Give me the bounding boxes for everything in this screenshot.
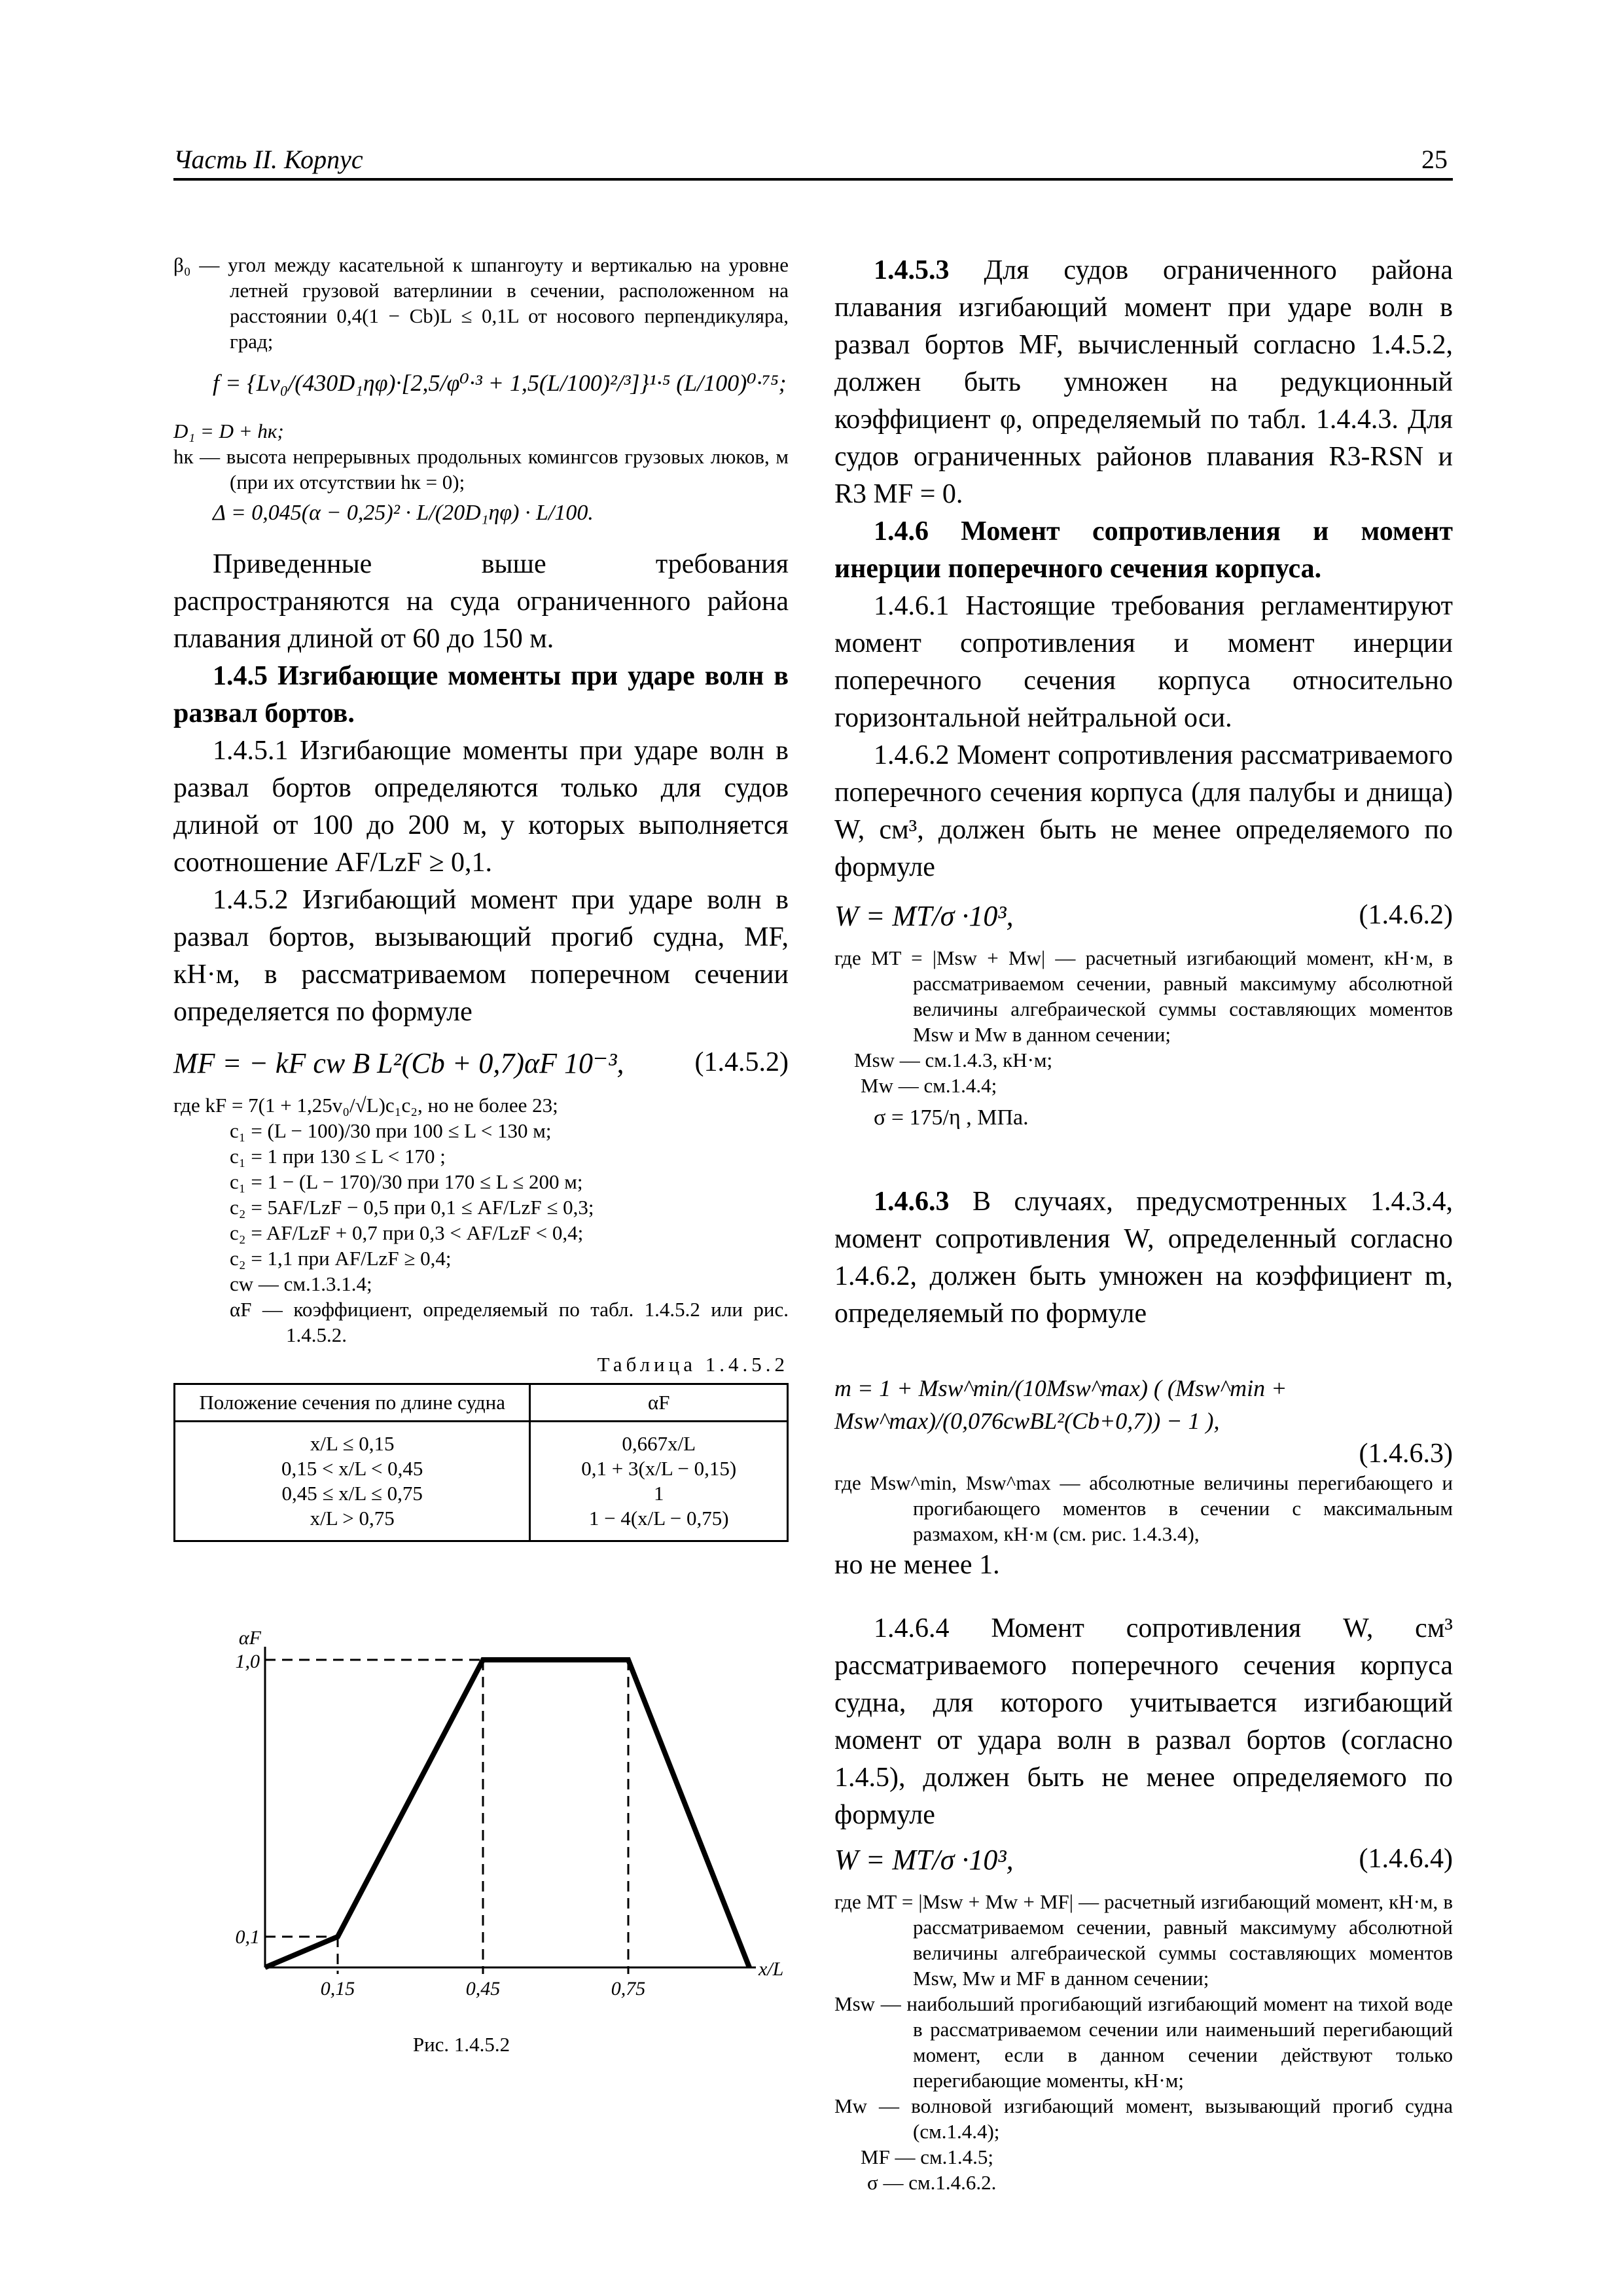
table-header-row: [175, 1384, 788, 1422]
definition-line: Msw — наибольший прогибающий изгибающий момент на тихой воде в рассматриваемом сечении или наименьший перегибающий момент, если в данном сечении действуют только перегибающие моменты, кН·м;: [834, 1992, 1453, 2092]
definition-line: где MT = |Msw + Mw + MF| — расчетный изгибающий момент, кН·м, в рассматриваемом сечении, равный максимуму абсолютной величины алгебраической суммы составляющих моментов Msw, Mw и MF в данном сечении;: [834, 1890, 1453, 1990]
header-rule: [173, 178, 1453, 181]
formula-number: (1.4.6.3): [1359, 1439, 1453, 1469]
right-column: [834, 252, 1453, 2195]
definition-line: где MT = |Msw + Mw| — расчетный изгибающий момент, кН·м, в рассматриваемом сечении, равный максимуму абсолютной величины алгебраической суммы составляющих моментов Msw и Mw в данном сечении;: [834, 946, 1453, 1046]
definition-line: αF — коэффициент, определяемый по табл. 1.4.5.2 или рис. 1.4.5.2.: [230, 1298, 789, 1346]
alpha-f-chart: [173, 1621, 789, 2053]
table-row: [175, 1422, 788, 1541]
section-1-4-6-1: 1.4.6.1 Настоящие требования регламентируют момент сопротивления и момент инерции поперечного сечения корпуса относительно горизонтальной нейтральной оси.: [834, 591, 1453, 733]
section-1-4-6: 1.4.6 Момент сопротивления и момент инерции поперечного сечения корпуса.: [834, 516, 1453, 584]
definition-line: c₁ = 1 при 130 ≤ L < 170 ;: [230, 1145, 446, 1168]
definition-line: c₂ = 1,1 при AF/LzF ≥ 0,4;: [230, 1247, 452, 1270]
definition-line: MF — см.1.4.5;: [861, 2145, 994, 2168]
d1-definition: D₁ = D + hк;: [173, 420, 284, 442]
y-tick-label: 1,0: [235, 1651, 260, 1672]
definition-line: c₁ = (L − 100)/30 при 100 ≤ L < 130 м;: [230, 1119, 552, 1142]
kf-definitions: [173, 1092, 789, 1348]
y-axis-label: αF: [238, 1627, 261, 1649]
definition-line: где kF = 7(1 + 1,25v₀/√L)c₁c₂, но не более 23;: [173, 1094, 558, 1117]
table-header: Положение сечения по длине судна: [175, 1384, 530, 1422]
beta-definition: β₀ — угол между касательной к шпангоуту и вертикалью на уровне летней грузовой ватерлинии в сечении, расположенном на расстоянии 0,4(1 − Cb)L ≤ 0,1L от носового перпендикуляра, град;: [173, 253, 789, 353]
section-1-4-5: 1.4.5 Изгибающие моменты при ударе волн в развал бортов.: [173, 661, 789, 728]
sigma-formula: σ = 175/η , МПа.: [874, 1105, 1029, 1130]
definition-line: Mw — волновой изгибающий момент, вызывающий прогиб судна (см.1.4.4);: [834, 2094, 1453, 2143]
not-less-text: но не менее 1.: [834, 1550, 1000, 1580]
x-axis-label: x/L: [758, 1958, 784, 1980]
left-column: [173, 252, 789, 2056]
alpha-f-table: [173, 1383, 789, 1542]
running-header-title: Часть II. Корпус: [173, 145, 363, 174]
definition-line: c₂ = 5AF/LzF − 0,5 при 0,1 ≤ AF/LzF ≤ 0,3;: [230, 1196, 594, 1219]
formula-1-4-6-2: W = MT/σ ·10³, (1.4.6.2): [834, 900, 1453, 932]
formula-1-4-6-3: m = 1 + Msw^min/(10Msw^max) ( (Msw^min + Msw^max)/(0,076cwBL²(Cb+0,7)) − 1 ),: [834, 1375, 1287, 1434]
f-formula: f = {Lv₀/(430D₁ηφ)·[2,5/φ⁰·³ + 1,5(L/100)²/³]}¹·⁵ (L/100)⁰·⁷⁵;: [213, 370, 787, 396]
table-header: αF: [530, 1384, 788, 1422]
section-1-4-6-2: 1.4.6.2 Момент сопротивления рассматриваемого поперечного сечения корпуса (для палубы и днища) W, см³, должен быть не менее определяемого по формуле: [834, 740, 1453, 882]
hk-definition: hк — высота непрерывных продольных комингсов грузовых люков, м (при их отсутствии hк = 0);: [173, 445, 789, 493]
alpha-f-series-line: [265, 1660, 749, 1967]
page-number: 25: [1421, 145, 1448, 174]
table-caption: Таблица 1.4.5.2: [597, 1353, 789, 1376]
table-cell: 0,667x/L 0,1 + 3(x/L − 0,15) 1 1 − 4(x/L − 0,75): [530, 1422, 788, 1541]
paragraph-applicability: Приведенные выше требования распространяются на суда ограниченного района плавания длиной от 60 до 150 м.: [173, 549, 789, 654]
table-cell: x/L ≤ 0,15 0,15 < x/L < 0,45 0,45 ≤ x/L ≤ 0,75 x/L > 0,75: [175, 1422, 530, 1541]
x-tick-label: 0,45: [465, 1978, 501, 2000]
definition-line: c₁ = 1 − (L − 170)/30 при 170 ≤ L ≤ 200 м;: [230, 1170, 583, 1193]
section-1-4-5-1: 1.4.5.1 Изгибающие моменты при ударе волн в развал бортов определяются только для судов длиной от 100 до 200 м, у которых выполняется соотношение AF/LzF ≥ 0,1.: [173, 736, 789, 878]
formula-number: (1.4.5.2): [694, 1047, 789, 1077]
formula-1-4-5-2: MF = − kF cw B L²(Cb + 0,7)αF 10⁻³, (1.4.5.2): [173, 1047, 789, 1079]
section-1-4-5-3: 1.4.5.3 Для судов ограниченного района плавания изгибающий момент при ударе волн в развал бортов MF, вычисленный согласно 1.4.5.2, должен быть умножен на редукционный коэффициент φ, определяемый по табл. 1.4.4.3. Для судов ограниченных районов плавания R3-RSN и R3 MF = 0.: [834, 255, 1453, 509]
y-tick-label: 0,1: [235, 1926, 260, 1948]
x-tick-label: 0,15: [320, 1978, 355, 2000]
formula-number: (1.4.6.2): [1359, 900, 1453, 930]
figure-caption: Рис. 1.4.5.2: [412, 2033, 510, 2056]
section-1-4-6-3: 1.4.6.3 В случаях, предусмотренных 1.4.3.4, момент сопротивления W, определенный согласно 1.4.6.2, должен быть умножен на коэффициент m, определяемый по формуле: [834, 1187, 1453, 1329]
x-tick-label: 0,75: [611, 1978, 646, 2000]
delta-formula: Δ = 0,045(α − 0,25)² · L/(20D₁ηφ) · L/100.: [213, 501, 594, 525]
definition-line: где Msw^min, Msw^max — абсолютные величины перегибающего и прогибающего моментов в сечении с максимальным размахом, кН·м (см. рис. 1.4.3.4),: [834, 1471, 1453, 1545]
definition-line: c₂ = AF/LzF + 0,7 при 0,3 < AF/LzF < 0,4;: [230, 1221, 584, 1244]
definition-line: σ — см.1.4.6.2.: [867, 2171, 997, 2194]
section-1-4-5-2: 1.4.5.2 Изгибающий момент при ударе волн в развал бортов, вызывающий прогиб судна, MF, кН·м, в рассматриваемом поперечном сечении определяется по формуле: [173, 885, 789, 1027]
definition-line: Mw — см.1.4.4;: [861, 1074, 997, 1097]
definition-line: cw — см.1.3.1.4;: [230, 1272, 372, 1295]
formula-1-4-6-4: W = MT/σ ·10³, (1.4.6.4): [834, 1844, 1453, 1876]
definition-line: Msw — см.1.4.3, кН·м;: [854, 1049, 1053, 1071]
formula-number: (1.4.6.4): [1359, 1844, 1453, 1874]
section-1-4-6-4: 1.4.6.4 Момент сопротивления W, см³ рассматриваемого поперечного сечения корпуса судна, для которого учитывается изгибающий момент от удара волн в развал бортов (согласно 1.4.5), должен быть не менее определяемого по формуле: [834, 1613, 1453, 1830]
